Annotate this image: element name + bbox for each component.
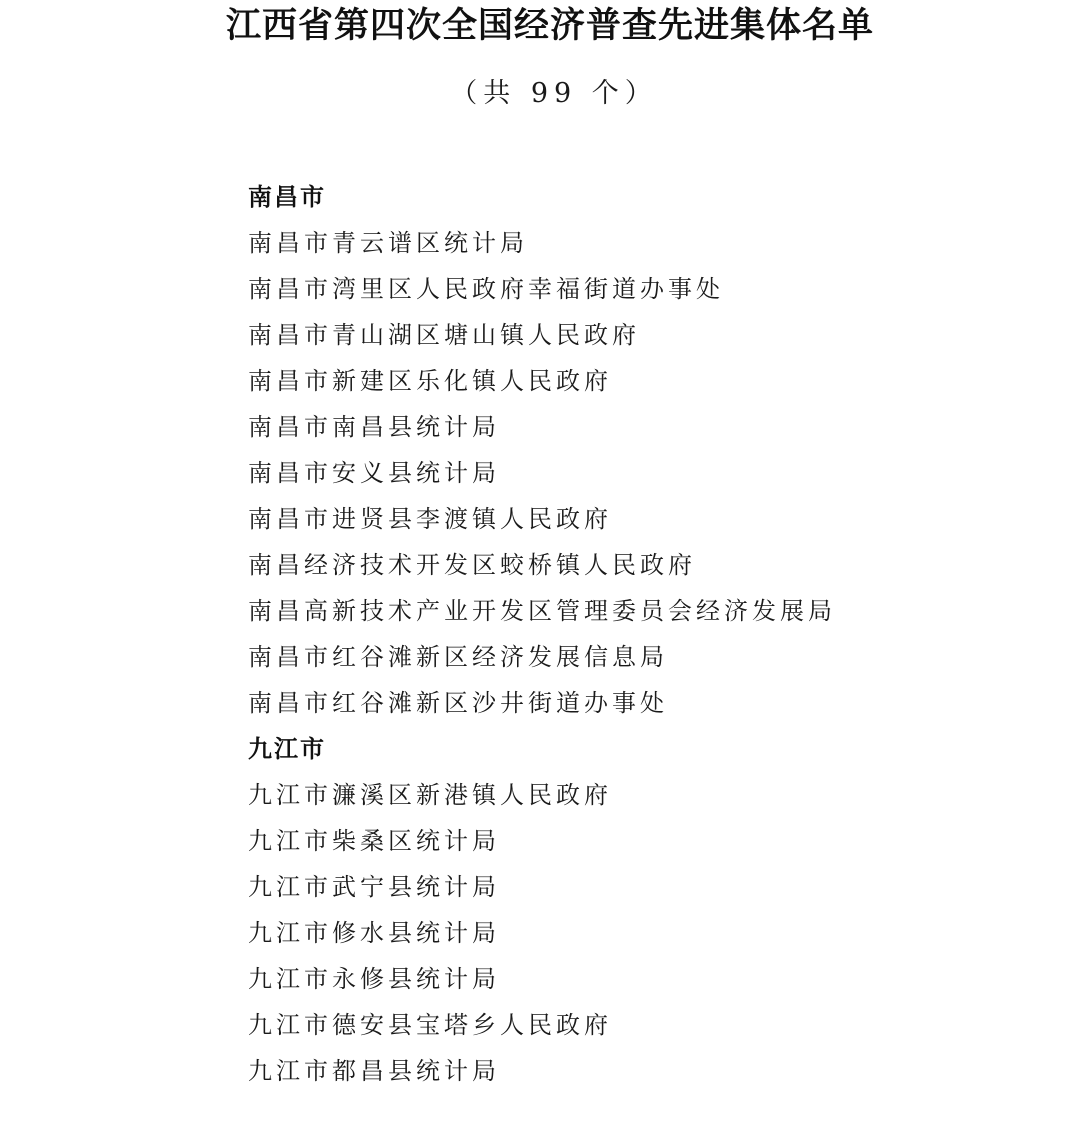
list-item: 南昌市安义县统计局 — [248, 459, 500, 487]
list-item: 南昌市红谷滩新区经济发展信息局 — [248, 643, 668, 671]
collective-list — [248, 174, 1048, 1094]
list-item: 九江市德安县宝塔乡人民政府 — [248, 1011, 612, 1039]
document-subtitle: （共 99 个） — [450, 78, 658, 109]
list-item: 南昌高新技术产业开发区管理委员会经济发展局 — [248, 597, 836, 625]
list-item: 南昌市青山湖区塘山镇人民政府 — [248, 321, 640, 349]
list-item: 九江市柴桑区统计局 — [248, 827, 500, 855]
document-title: 江西省第四次全国经济普查先进集体名单 — [225, 5, 874, 46]
list-item: 南昌市进贤县李渡镇人民政府 — [248, 505, 612, 533]
list-item: 九江市武宁县统计局 — [248, 873, 500, 901]
list-item: 南昌市青云谱区统计局 — [248, 229, 528, 257]
list-item: 南昌市红谷滩新区沙井街道办事处 — [248, 689, 668, 717]
list-item: 九江市都昌县统计局 — [248, 1057, 500, 1085]
list-item: 九江市修水县统计局 — [248, 919, 500, 947]
list-item: 南昌经济技术开发区蛟桥镇人民政府 — [248, 551, 696, 579]
list-item: 南昌市湾里区人民政府幸福街道办事处 — [248, 275, 724, 303]
list-item: 九江市永修县统计局 — [248, 965, 500, 993]
section-heading-nanchang: 南昌市 — [248, 183, 326, 211]
section-heading-jiujiang: 九江市 — [248, 735, 326, 763]
list-item: 南昌市新建区乐化镇人民政府 — [248, 367, 612, 395]
list-item: 南昌市南昌县统计局 — [248, 413, 500, 441]
list-item: 九江市濂溪区新港镇人民政府 — [248, 781, 612, 809]
